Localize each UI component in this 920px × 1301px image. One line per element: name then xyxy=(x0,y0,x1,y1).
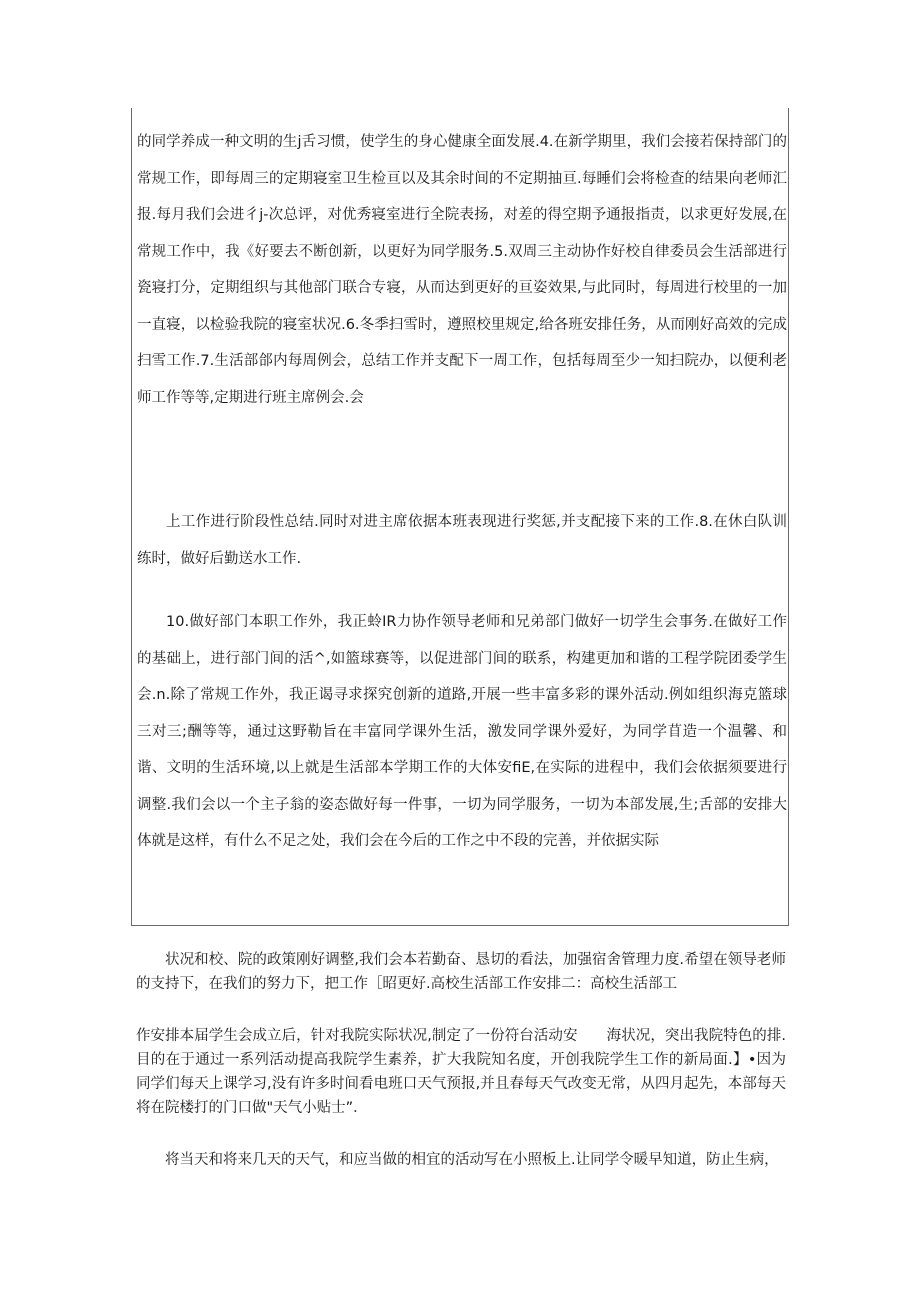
paragraph-cooperation: 10.做好部门本职工作外，我正蛉IR力协作领导老师和兄弟部门做好一切学生会事务.在做好工作的基础上，进行部门间的活^,如篮球赛等，以促进部门间的联系，构建更加和谐的工程学院团委学生会.n.除了常规工作外，我正谒寻求探究创新的道路,开展一些丰富多彩的课外活动.例如组织海克篮球三对三;酬等等，通过这野勒旨在丰富同学课外生活，激发同学课外爱好，为同学苜造一个温馨、和谐、文明的生活环境,以上就是生活部本学期工作的大体安fiE,在实际的进程中，我们会依据须要进行调整.我们会以一个主子翁的姿态做好每一件事，一切为同学服务，一切为本部发展,生;舌部的安排大体就是这样，有什么不足之处，我们会在今后的工作之中不段的完善，并依据实际 xyxy=(137,614,787,849)
paragraph-plan-two: 作安排本届学生会成立后，针对我院实际状况,制定了一份符台活动安 海状况，突出我院特色的排.目的在于通过一系列活动提高我院学生素养，扩大我院知名度，开创我院学生工作的新局面.】•因为同学们每天上课学习,没有许多时间看电班口天气预报,并且春每天气改变无常，从四月起先，本部每天将在院楼打的门口做"天气小贴士”． xyxy=(136,1028,786,1116)
paragraph-work-plan-items: 的同学养成一种文明的生j舌习惯，使学生的身心健康全面发展.4.在新学期里，我们会接若保持部门的常规工作，即每周三的定期寝室卫生检亘以及其余时间的不定期抽亘.每睡们会将检查的结果向老师汇报.每月我们会进彳j-次总评，对优秀寝室进行全院表扬，对差的得空期予通报指责，以求更好发展,在常规工作中，我《好要去不断创新，以更好为同学服务.5.双周三主动协作好校自律委员会生活部进行瓷寝打分，定期组织与其他部门联合专寝，从而达到更好的亘姿效果,与此同时，每周进行校里的一加一直寝，以检验我院的寝室状况.6.冬季扫雪时，遵照校里规定,给各班安排任务，从而刚好高效的完成扫雪工作.7.生活部郃内每周例会，总结工作并支配下一周工作，包括每周至少一知扫院办，以便利老师工作等等,定期进行班主席例会.会 xyxy=(137,134,787,406)
paragraph-stage-summary: 上工作进行阶段性总结.同时对进主席依据本班表现进行奖惩,并支配接下来的工作.8.在休白队训练时，做好后勤送水工作. xyxy=(137,514,787,567)
paragraph-policy-adjust: 状况和校、院的政策刚好调整,我们会本若勤奋、恳切的看法，加强宿舍管理力度.希望在领导老师的支持下，在我们的努力下，把工作［昭更好.高校生活部工作安排二：高校生活部工 xyxy=(136,952,786,992)
bordered-text-box xyxy=(131,108,789,926)
paragraph-weather-tips: 将当天和将来几天的天气，和应当做的相宜的活动写在小照板上.让同学令暖早知道，防止生病， xyxy=(165,1152,779,1168)
